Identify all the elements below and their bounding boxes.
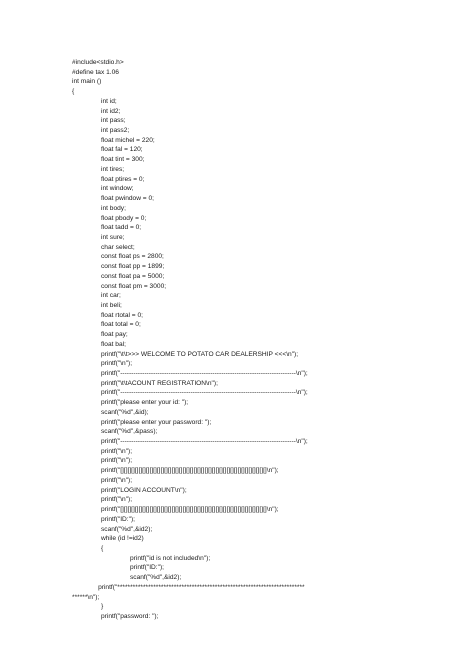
code-line: printf("id is not included\n"); — [130, 554, 211, 562]
code-line: int main () — [72, 78, 102, 86]
code-line: ******\n"); — [72, 593, 100, 601]
code-line: float ptires = 0; — [101, 175, 145, 183]
code-line: printf("\n"); — [101, 496, 133, 504]
code-line: float tadd = 0; — [101, 224, 142, 232]
code-line: printf("\n"); — [101, 447, 133, 455]
code-line: int window; — [101, 185, 134, 193]
code-line: int pass; — [101, 117, 126, 125]
code-line: float pbody = 0; — [101, 214, 147, 222]
code-line: float michel = 220; — [101, 136, 155, 144]
code-line: { — [72, 88, 75, 96]
code-line: printf("--------------------------------------------------------------------------------\n"); — [101, 438, 308, 446]
code-line: int beli; — [101, 301, 122, 309]
code-line: printf("LOGIN ACCOUNT\n"); — [101, 486, 187, 494]
code-line: float fal = 120; — [101, 146, 143, 154]
code-line: float pwindow = 0; — [101, 195, 154, 203]
code-line: char select; — [101, 243, 135, 251]
code-line: printf("please enter your password: "); — [101, 418, 212, 426]
code-line: int pass2; — [101, 127, 130, 135]
code-line: int id2; — [101, 107, 121, 115]
code-line: int tires; — [101, 165, 125, 173]
code-line: printf("[][][][][][][][][][][][][][][][][][][][][][][][][][][][][][][][][][][][][][][][]\n"); — [101, 506, 279, 514]
code-line: while (id !=id2) — [101, 535, 144, 543]
code-line: int body; — [101, 204, 126, 212]
code-line: printf("--------------------------------------------------------------------------------\n"); — [101, 370, 308, 377]
code-line: scanf("%d",&pass); — [101, 428, 158, 436]
code-line: printf("ID:"); — [101, 515, 135, 523]
code-line: float rtotal = 0; — [101, 311, 143, 319]
code-listing — [72, 58, 452, 622]
code-line: printf("\t\tACOUNT REGISTRATION\n"); — [101, 379, 218, 387]
code-line: float bal; — [101, 340, 126, 348]
code-line: float pay; — [101, 331, 128, 339]
code-line: scanf("%d",&id2); — [101, 525, 153, 533]
code-line: int id; — [101, 97, 117, 105]
code-line: int car; — [101, 292, 121, 300]
code-line: { — [101, 544, 104, 552]
code-line: printf("\n"); — [101, 457, 133, 465]
code-line: float tint = 300; — [101, 156, 145, 164]
code-line: printf("\n"); — [101, 360, 133, 368]
code-line: const float pa = 5000; — [101, 272, 165, 280]
code-line: printf("please enter your id: "); — [101, 399, 189, 407]
code-line: const float ps = 2800; — [101, 253, 164, 261]
code-line: const float pm = 3000; — [101, 282, 167, 290]
code-line: printf("\n"); — [101, 476, 133, 484]
code-line: const float pp = 1899; — [101, 263, 165, 271]
code-line: printf("ID:"); — [130, 564, 164, 572]
code-line: printf("************************************************************************* — [98, 583, 305, 591]
code-line: printf("[][][][][][][][][][][][][][][][][][][][][][][][][][][][][][][][][][][][][][][][]\n"); — [101, 467, 279, 475]
code-line: scanf("%d",&id); — [101, 408, 149, 416]
code-line: scanf("%d",&id2); — [130, 574, 182, 582]
code-line: int sure; — [101, 233, 125, 241]
code-line: printf("\t\t>>> WELCOME TO POTATO CAR DEALERSHIP <<<\n"); — [101, 350, 299, 358]
code-line: } — [101, 603, 104, 611]
code-line: #include<stdio.h> — [72, 59, 124, 66]
code-line: float total = 0; — [101, 321, 141, 329]
code-line: printf("--------------------------------------------------------------------------------\n"); — [101, 389, 308, 397]
code-line: printf("password: "); — [101, 612, 159, 620]
code-line: #define tax 1.06 — [72, 68, 119, 76]
